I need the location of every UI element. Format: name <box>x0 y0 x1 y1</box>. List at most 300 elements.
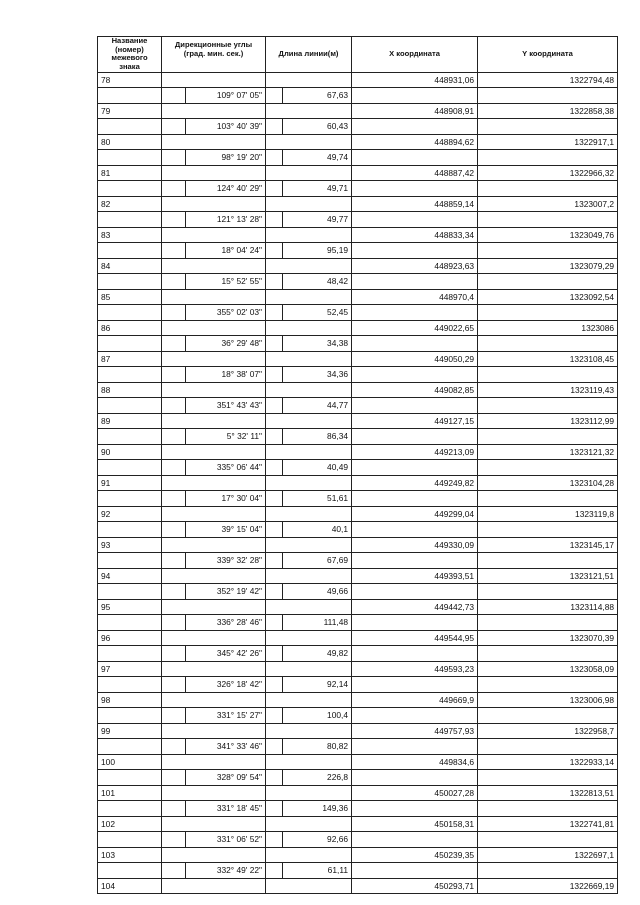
x-coordinate: 449544,95 <box>352 630 478 646</box>
length-spacer <box>266 398 283 414</box>
segment-row <box>98 181 618 197</box>
point-row <box>98 258 618 274</box>
line-length: 49,77 <box>283 212 352 228</box>
sign-cell-empty <box>98 88 162 104</box>
sign-cell-empty <box>98 832 162 848</box>
sign-cell-empty <box>98 615 162 631</box>
angle-spacer <box>162 305 186 321</box>
x-coordinate: 450158,31 <box>352 816 478 832</box>
y-coordinate: 1322813,51 <box>478 785 618 801</box>
x-coordinate: 449127,15 <box>352 413 478 429</box>
y-coordinate: 1323058,09 <box>478 661 618 677</box>
direction-angle: 18° 38' 07" <box>186 367 266 383</box>
sign-name: 84 <box>98 258 162 274</box>
line-length: 34,38 <box>283 336 352 352</box>
angle-cell-empty <box>162 537 266 553</box>
angle-spacer <box>162 863 186 879</box>
sign-name: 101 <box>98 785 162 801</box>
length-cell-empty <box>266 72 352 88</box>
direction-angle: 98° 19' 20" <box>186 150 266 166</box>
sign-cell-empty <box>98 646 162 662</box>
length-spacer <box>266 739 283 755</box>
angle-cell-empty <box>162 258 266 274</box>
angle-spacer <box>162 832 186 848</box>
sign-name: 89 <box>98 413 162 429</box>
x-coordinate: 449757,93 <box>352 723 478 739</box>
line-length: 52,45 <box>283 305 352 321</box>
length-cell-empty <box>266 475 352 491</box>
x-cell-empty <box>352 801 478 817</box>
x-cell-empty <box>352 88 478 104</box>
length-cell-empty <box>266 599 352 615</box>
sign-name: 85 <box>98 289 162 305</box>
point-row <box>98 661 618 677</box>
direction-angle: 336° 28' 46" <box>186 615 266 631</box>
y-cell-empty <box>478 274 618 290</box>
y-coordinate: 1323079,29 <box>478 258 618 274</box>
length-spacer <box>266 863 283 879</box>
y-cell-empty <box>478 88 618 104</box>
point-row <box>98 847 618 863</box>
line-length: 49,74 <box>283 150 352 166</box>
y-coordinate: 1323121,32 <box>478 444 618 460</box>
direction-angle: 109° 07' 05" <box>186 88 266 104</box>
sign-cell-empty <box>98 770 162 786</box>
sign-cell-empty <box>98 150 162 166</box>
angle-spacer <box>162 150 186 166</box>
length-spacer <box>266 119 283 135</box>
line-length: 149,36 <box>283 801 352 817</box>
x-cell-empty <box>352 491 478 507</box>
direction-angle: 345° 42' 26" <box>186 646 266 662</box>
point-row <box>98 785 618 801</box>
y-coordinate: 1322933,14 <box>478 754 618 770</box>
y-coordinate: 1322794,48 <box>478 72 618 88</box>
length-cell-empty <box>266 568 352 584</box>
y-cell-empty <box>478 801 618 817</box>
length-spacer <box>266 305 283 321</box>
angle-cell-empty <box>162 754 266 770</box>
angle-cell-empty <box>162 785 266 801</box>
angle-spacer <box>162 708 186 724</box>
length-cell-empty <box>266 227 352 243</box>
sign-cell-empty <box>98 522 162 538</box>
x-coordinate: 448887,42 <box>352 165 478 181</box>
y-cell-empty <box>478 336 618 352</box>
direction-angle: 339° 32' 28" <box>186 553 266 569</box>
x-coordinate: 448931,06 <box>352 72 478 88</box>
sign-name: 93 <box>98 537 162 553</box>
line-length: 44,77 <box>283 398 352 414</box>
table-header-row <box>98 37 618 73</box>
length-spacer <box>266 88 283 104</box>
point-row <box>98 227 618 243</box>
x-cell-empty <box>352 522 478 538</box>
y-coordinate: 1322858,38 <box>478 103 618 119</box>
length-cell-empty <box>266 630 352 646</box>
angle-cell-empty <box>162 444 266 460</box>
segment-row <box>98 398 618 414</box>
y-coordinate: 1323092,54 <box>478 289 618 305</box>
sign-name: 103 <box>98 847 162 863</box>
y-coordinate: 1322966,32 <box>478 165 618 181</box>
point-row <box>98 72 618 88</box>
line-length: 40,1 <box>283 522 352 538</box>
line-length: 226,8 <box>283 770 352 786</box>
y-coordinate: 1323049,76 <box>478 227 618 243</box>
y-cell-empty <box>478 460 618 476</box>
length-spacer <box>266 677 283 693</box>
x-cell-empty <box>352 367 478 383</box>
x-cell-empty <box>352 832 478 848</box>
angle-cell-empty <box>162 475 266 491</box>
x-coordinate: 449249,82 <box>352 475 478 491</box>
y-coordinate: 1323119,43 <box>478 382 618 398</box>
angle-spacer <box>162 739 186 755</box>
header-sign: Название (номер) межевого знака <box>98 37 162 73</box>
point-row <box>98 413 618 429</box>
segment-row <box>98 801 618 817</box>
sign-cell-empty <box>98 460 162 476</box>
angle-spacer <box>162 181 186 197</box>
sign-name: 79 <box>98 103 162 119</box>
sign-name: 78 <box>98 72 162 88</box>
angle-cell-empty <box>162 630 266 646</box>
direction-angle: 5° 32' 11" <box>186 429 266 445</box>
length-spacer <box>266 553 283 569</box>
y-coordinate: 1323108,45 <box>478 351 618 367</box>
x-coordinate: 448859,14 <box>352 196 478 212</box>
direction-angle: 351° 43' 43" <box>186 398 266 414</box>
sign-name: 94 <box>98 568 162 584</box>
x-coordinate: 450293,71 <box>352 878 478 894</box>
angle-spacer <box>162 336 186 352</box>
y-cell-empty <box>478 677 618 693</box>
length-cell-empty <box>266 723 352 739</box>
line-length: 61,11 <box>283 863 352 879</box>
x-cell-empty <box>352 305 478 321</box>
angle-cell-empty <box>162 878 266 894</box>
x-coordinate: 448970,4 <box>352 289 478 305</box>
length-cell-empty <box>266 785 352 801</box>
sign-name: 100 <box>98 754 162 770</box>
length-spacer <box>266 522 283 538</box>
y-coordinate: 1323086 <box>478 320 618 336</box>
header-angle: Дирекционные углы (град. мин. сек.) <box>162 37 266 73</box>
angle-spacer <box>162 491 186 507</box>
x-cell-empty <box>352 150 478 166</box>
sign-cell-empty <box>98 181 162 197</box>
y-coordinate: 1323112,99 <box>478 413 618 429</box>
segment-row <box>98 367 618 383</box>
length-spacer <box>266 150 283 166</box>
segment-row <box>98 119 618 135</box>
line-length: 95,19 <box>283 243 352 259</box>
x-coordinate: 449669,9 <box>352 692 478 708</box>
angle-cell-empty <box>162 692 266 708</box>
y-cell-empty <box>478 491 618 507</box>
length-cell-empty <box>266 134 352 150</box>
segment-row <box>98 863 618 879</box>
y-cell-empty <box>478 367 618 383</box>
segment-row <box>98 646 618 662</box>
point-row <box>98 692 618 708</box>
x-cell-empty <box>352 708 478 724</box>
sign-name: 82 <box>98 196 162 212</box>
y-cell-empty <box>478 708 618 724</box>
y-cell-empty <box>478 212 618 228</box>
sign-name: 88 <box>98 382 162 398</box>
line-length: 49,71 <box>283 181 352 197</box>
y-coordinate: 1323121,51 <box>478 568 618 584</box>
direction-angle: 326° 18' 42" <box>186 677 266 693</box>
y-cell-empty <box>478 150 618 166</box>
direction-angle: 331° 18' 45" <box>186 801 266 817</box>
length-spacer <box>266 801 283 817</box>
point-row <box>98 165 618 181</box>
x-cell-empty <box>352 398 478 414</box>
sign-name: 90 <box>98 444 162 460</box>
segment-row <box>98 336 618 352</box>
length-cell-empty <box>266 878 352 894</box>
sign-name: 104 <box>98 878 162 894</box>
angle-cell-empty <box>162 847 266 863</box>
sign-cell-empty <box>98 739 162 755</box>
y-coordinate: 1323070,39 <box>478 630 618 646</box>
length-spacer <box>266 460 283 476</box>
segment-row <box>98 491 618 507</box>
length-spacer <box>266 584 283 600</box>
line-length: 111,48 <box>283 615 352 631</box>
point-row <box>98 289 618 305</box>
point-row <box>98 599 618 615</box>
y-coordinate: 1323007,2 <box>478 196 618 212</box>
x-coordinate: 450027,28 <box>352 785 478 801</box>
y-cell-empty <box>478 646 618 662</box>
y-cell-empty <box>478 181 618 197</box>
length-cell-empty <box>266 444 352 460</box>
point-row <box>98 568 618 584</box>
sign-name: 97 <box>98 661 162 677</box>
point-row <box>98 382 618 398</box>
sign-cell-empty <box>98 863 162 879</box>
y-cell-empty <box>478 863 618 879</box>
angle-cell-empty <box>162 816 266 832</box>
line-length: 51,61 <box>283 491 352 507</box>
point-row <box>98 475 618 491</box>
length-cell-empty <box>266 413 352 429</box>
length-spacer <box>266 770 283 786</box>
length-cell-empty <box>266 537 352 553</box>
sign-cell-empty <box>98 429 162 445</box>
direction-angle: 36° 29' 48" <box>186 336 266 352</box>
y-cell-empty <box>478 615 618 631</box>
sign-name: 102 <box>98 816 162 832</box>
x-coordinate: 449082,85 <box>352 382 478 398</box>
length-spacer <box>266 646 283 662</box>
point-row <box>98 320 618 336</box>
x-cell-empty <box>352 460 478 476</box>
length-cell-empty <box>266 754 352 770</box>
sign-cell-empty <box>98 553 162 569</box>
direction-angle: 355° 02' 03" <box>186 305 266 321</box>
angle-spacer <box>162 522 186 538</box>
segment-row <box>98 274 618 290</box>
direction-angle: 332° 49' 22" <box>186 863 266 879</box>
point-row <box>98 723 618 739</box>
angle-cell-empty <box>162 599 266 615</box>
y-coordinate: 1323104,28 <box>478 475 618 491</box>
point-row <box>98 351 618 367</box>
y-cell-empty <box>478 553 618 569</box>
sign-name: 99 <box>98 723 162 739</box>
sign-cell-empty <box>98 336 162 352</box>
sign-cell-empty <box>98 801 162 817</box>
sign-cell-empty <box>98 243 162 259</box>
point-row <box>98 630 618 646</box>
length-spacer <box>266 274 283 290</box>
sign-cell-empty <box>98 367 162 383</box>
y-coordinate: 1323114,88 <box>478 599 618 615</box>
y-cell-empty <box>478 119 618 135</box>
segment-row <box>98 584 618 600</box>
x-cell-empty <box>352 212 478 228</box>
sign-cell-empty <box>98 119 162 135</box>
sign-name: 83 <box>98 227 162 243</box>
length-spacer <box>266 367 283 383</box>
sign-name: 98 <box>98 692 162 708</box>
angle-spacer <box>162 429 186 445</box>
point-row <box>98 537 618 553</box>
y-cell-empty <box>478 243 618 259</box>
y-coordinate: 1322958,7 <box>478 723 618 739</box>
length-cell-empty <box>266 165 352 181</box>
point-row <box>98 103 618 119</box>
angle-spacer <box>162 367 186 383</box>
sign-cell-empty <box>98 212 162 228</box>
segment-row <box>98 88 618 104</box>
x-coordinate: 449213,09 <box>352 444 478 460</box>
angle-cell-empty <box>162 506 266 522</box>
angle-spacer <box>162 584 186 600</box>
direction-angle: 331° 06' 52" <box>186 832 266 848</box>
line-length: 49,66 <box>283 584 352 600</box>
direction-angle: 18° 04' 24" <box>186 243 266 259</box>
sign-cell-empty <box>98 398 162 414</box>
angle-spacer <box>162 677 186 693</box>
y-coordinate: 1322741,81 <box>478 816 618 832</box>
x-coordinate: 449299,04 <box>352 506 478 522</box>
direction-angle: 121° 13' 28" <box>186 212 266 228</box>
y-cell-empty <box>478 398 618 414</box>
x-cell-empty <box>352 274 478 290</box>
x-cell-empty <box>352 739 478 755</box>
angle-cell-empty <box>162 227 266 243</box>
angle-cell-empty <box>162 134 266 150</box>
x-coordinate: 449330,09 <box>352 537 478 553</box>
angle-cell-empty <box>162 103 266 119</box>
direction-angle: 39° 15' 04" <box>186 522 266 538</box>
length-cell-empty <box>266 351 352 367</box>
length-cell-empty <box>266 103 352 119</box>
length-cell-empty <box>266 320 352 336</box>
direction-angle: 15° 52' 55" <box>186 274 266 290</box>
y-coordinate: 1322917,1 <box>478 134 618 150</box>
angle-spacer <box>162 119 186 135</box>
point-row <box>98 134 618 150</box>
angle-cell-empty <box>162 72 266 88</box>
line-length: 49,82 <box>283 646 352 662</box>
segment-row <box>98 243 618 259</box>
angle-cell-empty <box>162 413 266 429</box>
direction-angle: 341° 33' 46" <box>186 739 266 755</box>
direction-angle: 17° 30' 04" <box>186 491 266 507</box>
sign-cell-empty <box>98 274 162 290</box>
y-cell-empty <box>478 584 618 600</box>
angle-spacer <box>162 398 186 414</box>
x-cell-empty <box>352 336 478 352</box>
header-length: Длина линии(м) <box>266 37 352 73</box>
angle-spacer <box>162 243 186 259</box>
y-coordinate: 1322669,19 <box>478 878 618 894</box>
line-length: 67,69 <box>283 553 352 569</box>
length-cell-empty <box>266 847 352 863</box>
x-coordinate: 448923,63 <box>352 258 478 274</box>
header-x: X координата <box>352 37 478 73</box>
line-length: 60,43 <box>283 119 352 135</box>
length-spacer <box>266 832 283 848</box>
length-spacer <box>266 243 283 259</box>
segment-row <box>98 615 618 631</box>
direction-angle: 124° 40' 29" <box>186 181 266 197</box>
sign-name: 81 <box>98 165 162 181</box>
sign-cell-empty <box>98 708 162 724</box>
point-row <box>98 444 618 460</box>
length-cell-empty <box>266 692 352 708</box>
length-cell-empty <box>266 661 352 677</box>
y-coordinate: 1323119,8 <box>478 506 618 522</box>
direction-angle: 352° 19' 42" <box>186 584 266 600</box>
line-length: 100,4 <box>283 708 352 724</box>
angle-spacer <box>162 212 186 228</box>
x-cell-empty <box>352 646 478 662</box>
segment-row <box>98 522 618 538</box>
sign-cell-empty <box>98 491 162 507</box>
y-cell-empty <box>478 739 618 755</box>
y-cell-empty <box>478 305 618 321</box>
segment-row <box>98 770 618 786</box>
sign-name: 87 <box>98 351 162 367</box>
length-cell-empty <box>266 196 352 212</box>
segment-row <box>98 305 618 321</box>
angle-spacer <box>162 770 186 786</box>
length-spacer <box>266 181 283 197</box>
line-length: 40,49 <box>283 460 352 476</box>
segment-row <box>98 832 618 848</box>
sign-cell-empty <box>98 677 162 693</box>
y-cell-empty <box>478 832 618 848</box>
direction-angle: 103° 40' 39" <box>186 119 266 135</box>
length-cell-empty <box>266 258 352 274</box>
x-cell-empty <box>352 429 478 445</box>
x-cell-empty <box>352 770 478 786</box>
angle-spacer <box>162 460 186 476</box>
length-cell-empty <box>266 382 352 398</box>
point-row <box>98 878 618 894</box>
angle-cell-empty <box>162 351 266 367</box>
y-coordinate: 1322697,1 <box>478 847 618 863</box>
segment-row <box>98 708 618 724</box>
